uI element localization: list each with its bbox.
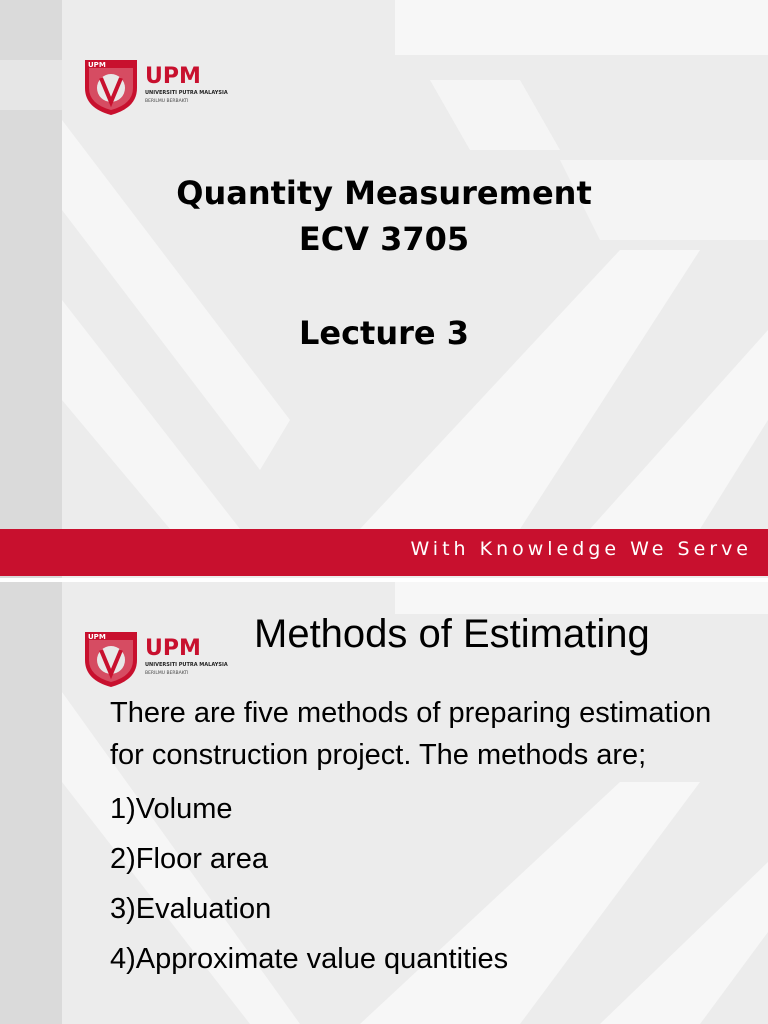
list-item: 4)Approximate value quantities: [110, 943, 509, 975]
upm-logo: [83, 630, 228, 688]
slide-heading: Methods of Estimating: [254, 612, 650, 656]
course-code: ECV 3705: [298, 220, 470, 258]
svg-text:UPM: UPM: [88, 61, 106, 69]
title-block: [0, 170, 768, 356]
svg-text:UNIVERSITI PUTRA MALAYSIA: UNIVERSITI PUTRA MALAYSIA: [145, 90, 228, 96]
svg-text:UPM: UPM: [145, 64, 201, 89]
banner-text: With Knowledge We Serve: [410, 538, 752, 560]
slide-methods: [0, 582, 768, 1024]
list-item: 2)Floor area: [110, 843, 268, 875]
svg-text:UPM: UPM: [145, 636, 201, 661]
list-item: 1)Volume: [110, 793, 233, 825]
course-title: Quantity Measurement: [176, 174, 592, 212]
upm-logo: [83, 58, 228, 116]
svg-text:BERILMU BERBAKTI: BERILMU BERBAKTI: [145, 671, 189, 676]
svg-text:UPM: UPM: [88, 633, 106, 641]
svg-text:BERILMU BERBAKTI: BERILMU BERBAKTI: [145, 99, 189, 104]
methods-list: [110, 784, 730, 984]
svg-text:UNIVERSITI PUTRA MALAYSIA: UNIVERSITI PUTRA MALAYSIA: [145, 662, 228, 668]
motto-banner: [0, 529, 768, 576]
slide-body: [110, 692, 730, 984]
list-item: 3)Evaluation: [110, 893, 272, 925]
lecture-number: Lecture 3: [298, 314, 470, 352]
intro-paragraph: There are five methods of preparing estimation for construction project. The methods are;: [110, 697, 712, 771]
